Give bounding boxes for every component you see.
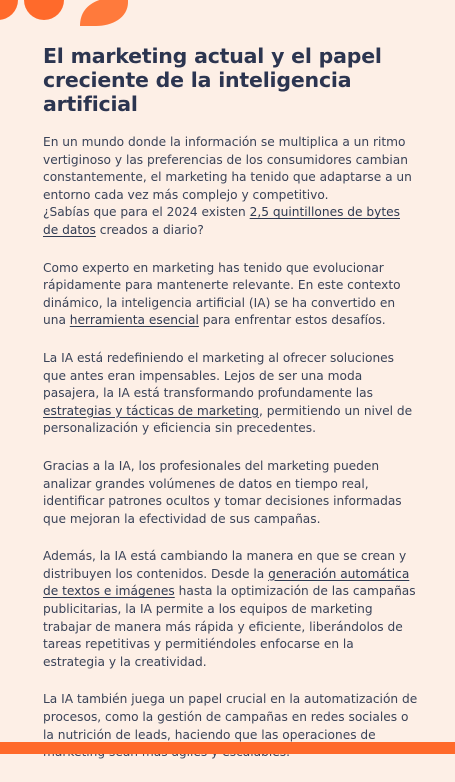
paragraph-5 <box>43 548 418 671</box>
paragraph-6: La IA también juega un papel crucial en la automatización de procesos, como la gestión de campañas en redes sociales o la nutrición de leads, haciendo que las operaciones de <box>43 692 418 742</box>
link-generacion-automatica[interactable]: generación automática de textos e imágenes <box>43 566 410 599</box>
paragraph-1 <box>43 134 418 240</box>
orange-half-circle-shape-2 <box>24 0 64 20</box>
paragraph-4: Gracias a la IA, los profesionales del marketing pueden analizar grandes volúmenes de datos en tiempo real, identificar patrones ocultos y tomar decisiones informadas que mejoran la efectividad de sus campañas. <box>43 458 402 526</box>
paragraph-3 <box>43 350 418 438</box>
article <box>43 44 418 782</box>
paragraph-3-text: La IA está redefiniendo el marketing al ofrecer soluciones que antes eran impensables. Lejos de ser una moda pasajera, la IA está transformando profundamente las <box>43 350 395 401</box>
bottom-accent-bar <box>0 742 455 754</box>
paragraph-2 <box>43 260 418 330</box>
link-estrategias-marketing[interactable]: estrategias y tácticas de marketing <box>43 403 259 418</box>
paragraph-1-question: ¿Sabías que para el 2024 existen <box>43 205 250 220</box>
decorative-shapes <box>0 0 140 26</box>
paragraph-5-end: hasta la optimización de las campañas publicitarias, la IA permite a los equipos de marketing trabajar de manera más rápida y eficiente, liberándolos de tareas repetitivas y permitiéndoles enfocarse en la estrategia y la creatividad. <box>43 584 416 669</box>
link-herramienta-esencial[interactable]: herramienta esencial <box>69 313 199 328</box>
paragraph-1-end: creados a diario? <box>95 222 204 237</box>
orange-half-circle-shape <box>0 0 18 20</box>
paragraph-1-text: En un mundo donde la información se multiplica a un ritmo vertiginoso y las preferencias de los consumidores cambian constantemente, el marketing ha tenido que adaptarse a un entorno cada vez más complejo y competitivo. <box>43 135 412 202</box>
article-title: El marketing actual y el papel creciente de la inteligencia artificial <box>43 44 382 116</box>
paragraph-3-end: , permitiendo un nivel de personalización y eficiencia sin precedentes. <box>43 403 413 436</box>
paragraph-5-text: Además, la IA está cambiando la manera en que se crean y distribuyen los contenidos. Desde la <box>43 549 407 581</box>
paragraph-2-text: Como experto en marketing has tenido que evolucionar rápidamente para mantenerte relevante. En este contexto dinámico, la inteligencia artificial (IA) se ha convertido en una <box>43 260 401 328</box>
paragraph-2-end: para enfrentar estos desafíos. <box>198 313 386 328</box>
link-bytes-datos[interactable]: 2,5 quintillones de bytes de datos <box>43 205 400 237</box>
orange-leaf-shape <box>80 0 128 26</box>
